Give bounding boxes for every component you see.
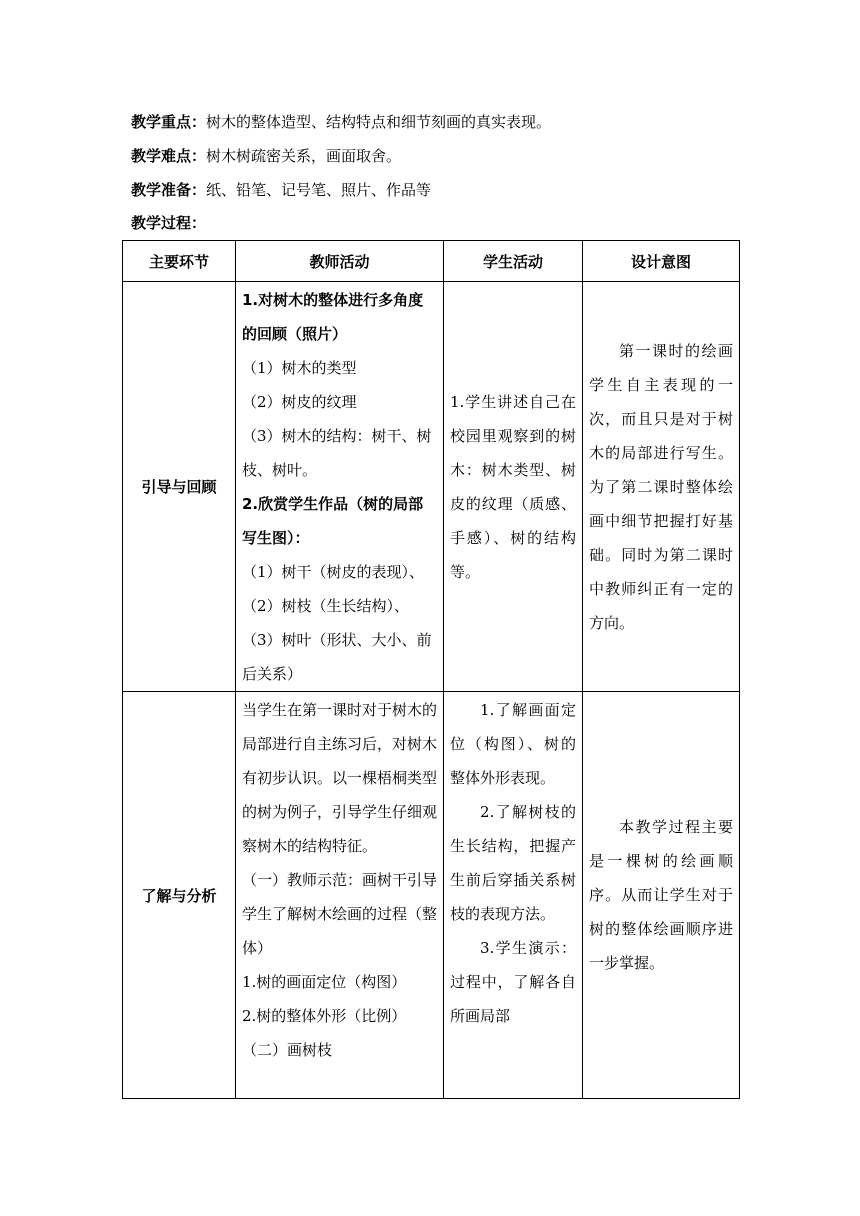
intent-text: 本教学过程主要是一棵树的绘画顺序。从而让学生对于树的整体绘画顺序进一步掌握。 (589, 818, 733, 972)
table-row (123, 692, 740, 1099)
teacher-item: 2.欣赏学生作品（树的局部写生图）： (242, 495, 424, 547)
teaching-focus-label: 教学重点： (131, 113, 207, 131)
teaching-focus-text: 树木的整体造型、结构特点和细节刻画的真实表现。 (206, 113, 552, 131)
teaching-focus-line (131, 112, 551, 132)
design-intent-cell (583, 692, 740, 1099)
teaching-prep-text: 纸、铅笔、记号笔、照片、作品等 (206, 181, 432, 199)
teacher-item: （2）树皮的纹理 (242, 393, 357, 411)
student-activity-cell (444, 692, 583, 1099)
teacher-item: （一）教师示范：画树干引导学生了解树木绘画的过程（整体） (242, 871, 438, 957)
table-row (123, 282, 740, 692)
header-design-intent: 设计意图 (583, 241, 740, 282)
teacher-item: （3）树木的结构：树干、树枝、树叶。 (242, 427, 432, 479)
table-header-row (123, 241, 740, 282)
teacher-activity-cell (236, 282, 444, 692)
teacher-item: （1）树木的类型 (242, 359, 357, 377)
intent-text: 第一课时的绘画学生自主表现的一次，而且只是对于树木的局部进行写生。为了第二课时整体绘画中细节把握打好基础。同时为第二课时中教师纠正有一定的方向。 (589, 341, 733, 632)
teaching-prep-line (131, 180, 431, 200)
header-teacher-activity: 教师活动 (236, 241, 444, 282)
header-stage: 主要环节 (123, 241, 236, 282)
teacher-item: （1）树干（树皮的表现）、 (242, 563, 425, 581)
header-student-activity: 学生活动 (444, 241, 583, 282)
student-item: 1.了解画面定位（构图）、树的整体外形表现。 (450, 701, 576, 787)
teacher-item: 2.树的整体外形（比例） (242, 1007, 407, 1025)
teaching-difficulty-text: 树木树疏密关系，画面取舍。 (206, 147, 402, 165)
teacher-activity-cell (236, 692, 444, 1099)
teacher-item: （二）画树枝 (242, 1041, 333, 1059)
design-intent-cell (583, 282, 740, 692)
teacher-item: 当学生在第一课时对于树木的局部进行自主练习后，对树木有初步认识。以一棵梧桐类型的树为例子，引导学生仔细观察树木的结构特征。 (242, 701, 438, 855)
student-item: 2.了解树枝的生长结构，把握产生前后穿插关系树枝的表现方法。 (450, 803, 576, 923)
teaching-difficulty-label: 教学难点： (131, 147, 207, 165)
teacher-item: （2）树枝（生长结构）、 (242, 597, 410, 615)
student-item: 3.学生演示：过程中，了解各自所画局部 (450, 939, 576, 1025)
stage-cell: 了解与分析 (123, 692, 236, 1099)
teaching-process-label: 教学过程： (131, 214, 207, 232)
teaching-process-line (131, 213, 206, 233)
student-activity-cell (444, 282, 583, 692)
teacher-item: （3）树叶（形状、大小、前后关系） (242, 631, 432, 683)
stage-cell: 引导与回顾 (123, 282, 236, 692)
teacher-item: 1.树的画面定位（构图） (242, 973, 407, 991)
student-item: 1.学生讲述自己在校园里观察到的树木：树木类型、树皮的纹理（质感、手感）、树的结构等。 (450, 392, 576, 581)
teaching-prep-label: 教学准备： (131, 181, 207, 199)
teaching-difficulty-line (131, 146, 401, 166)
teacher-item: 1.对树木的整体进行多角度的回顾（照片） (242, 291, 424, 343)
lesson-table (122, 240, 740, 1099)
